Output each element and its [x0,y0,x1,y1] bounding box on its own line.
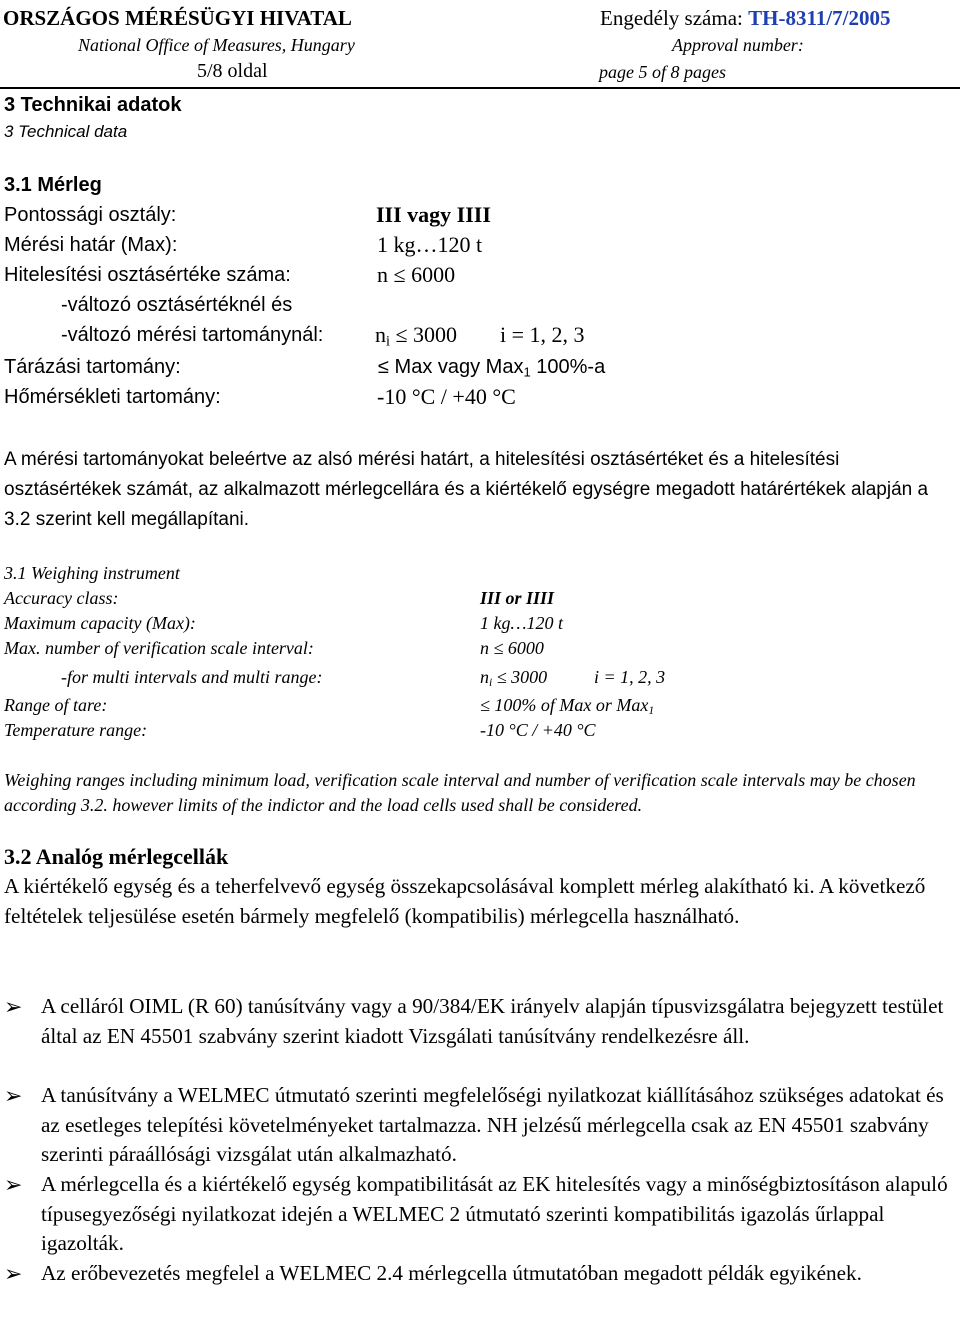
en-spec-value [480,667,547,688]
hu-spec-value: 1 kg…120 t [377,232,483,257]
hu-spec-extra: i = 1, 2, 3 [500,322,585,347]
value-main: n [480,667,489,687]
approval-label-hu [600,6,890,31]
org-name-en: National Office of Measures, Hungary [78,35,355,55]
hu-spec-label: -változó osztásértéknél és [61,294,293,316]
hu-spec-value: III vagy IIII [376,202,491,227]
value-main: n [375,322,386,347]
hu-spec-value: n ≤ 6000 [377,262,456,287]
bullet-arrow-icon: ➢ [4,1083,23,1108]
bullet-arrow-icon: ➢ [4,1172,23,1197]
hu-spec-label: -változó mérési tartománynál: [61,324,324,346]
en-spec-value: n ≤ 6000 [480,638,544,658]
en-spec-label: Temperature range: [4,720,148,740]
header-divider [0,87,960,89]
en-spec-extra: i = 1, 2, 3 [594,667,666,687]
hu-spec-value [378,356,605,379]
en-spec-label: Accuracy class: [4,588,119,608]
value-rest: ≤ 3000 [389,322,458,347]
bullet-text: A tanúsítvány a WELMEC útmutató szerinti megfelelőségi nyilatkozat kiállításához szükséges adatokat és az esetleges telepítési követelményeket tartalmazza. NH jelzésű mérlegcella csak az EN 45501 szabvány szerinti páraállósági vizsgálat után alkalmazható. [41,1083,944,1167]
org-name-hu: ORSZÁGOS MÉRÉSÜGYI HIVATAL [3,6,352,30]
en-spec-value: -10 °C / +40 °C [480,720,596,740]
section-title-hu: 3 Technikai adatok [4,94,182,116]
en-spec-value: III or IIII [480,588,555,608]
value-subscript: i [489,675,493,689]
value-main: ≤ Max vagy Max [378,356,524,378]
approval-label-en: Approval number: [672,35,804,55]
section-3-2-title: 3.2 Analóg mérlegcellák [4,844,229,869]
value-rest: ≤ 3000 [492,667,548,687]
section-3-2-intro: A kiértékelő egység és a teherfelvevő egység összekapcsolásával komplett mérleg alakítható ki. A következő feltételek teljesülése esetén bármely megfelelő (kompatibilis) mérlegcella használható. [4,874,926,928]
en-spec-value: 1 kg…120 t [480,613,563,633]
value-main: ≤ 100% of Max or Max [480,695,649,715]
bullet-arrow-icon: ➢ [4,994,23,1019]
hu-spec-value: -10 °C / +40 °C [377,384,516,409]
hu-spec-paragraph: A mérési tartományokat beleértve az alsó mérési határt, a hitelesítési osztásértéket és a hitelesítési osztásértékek számát, az alkalmazott mérlegcellára és a kiértékelő egységre megadott határértékek alapján a 3.2 szerint kell megállapítani. [4,449,929,530]
section-title-en: 3 Technical data [4,122,128,141]
value-rest: 100%-a [530,356,606,378]
hu-spec-label: Mérési határ (Max): [4,234,178,256]
en-spec-label: Maximum capacity (Max): [4,613,196,633]
hu-spec-title: 3.1 Mérleg [4,174,102,196]
value-subscript: 1 [523,364,531,380]
hu-spec-label: Pontossági osztály: [4,204,177,226]
bullet-text: Az erőbevezetés megfelel a WELMEC 2.4 mérlegcella útmutatóban megadott példák egyikének. [41,1261,862,1285]
bullet-text: A celláról OIML (R 60) tanúsítvány vagy a 90/384/EK irányelv alapján típusvizsgálatra bejegyzett testület által az EN 45501 szabvány szerint kiadott Vizsgálati tanúsítvány rendelkezésre áll. [41,994,944,1048]
en-spec-label: Max. number of verification scale interval: [4,638,314,658]
approval-number: TH-8311/7/2005 [748,6,891,30]
en-spec-paragraph: Weighing ranges including minimum load, verification scale interval and number of verification scale intervals may be chosen according 3.2. however limits of the indictor and the load cells used shall be considered. [4,770,916,815]
page-number-hu: 5/8 oldal [197,60,268,82]
page-number-en: page 5 of 8 pages [599,62,726,82]
en-spec-value [480,695,654,716]
hu-spec-value [375,322,457,348]
hu-spec-label: Hitelesítési osztásértéke száma: [4,264,291,286]
en-spec-label: -for multi intervals and multi range: [61,667,323,687]
hu-spec-label: Hőmérsékleti tartomány: [4,386,221,408]
hu-spec-label: Tárázási tartomány: [4,356,181,378]
en-spec-title: 3.1 Weighing instrument [4,563,180,583]
bullet-text: A mérlegcella és a kiértékelő egység kompatibilitását az EK hitelesítés vagy a minőségbiztosításon alapuló típusegyezőségi nyilatkozat idején a WELMEC 2 útmutató szerinti kompatibilitás igazolás űrlappal igazolták. [41,1172,948,1256]
en-spec-label: Range of tare: [4,695,108,715]
bullet-arrow-icon: ➢ [4,1261,23,1286]
value-subscript: 1 [648,703,655,717]
approval-label-text: Engedély száma: [600,6,743,30]
value-subscript: i [386,333,390,350]
